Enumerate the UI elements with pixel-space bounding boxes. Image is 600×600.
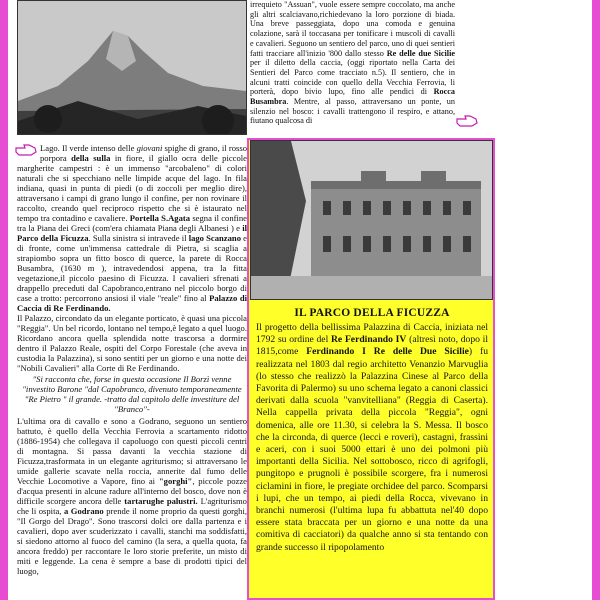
- mountain-photo: [17, 0, 247, 135]
- paragraph-palazzo: Il Palazzo, circondato da un elegante porticato, è quasi una piccola "Reggia". Un bel ricordo, lontano nel tempo,è legato a quel luogo. Ricordano ancora quella splendida notte trascorsa a dormire dentro il Palazzo Reale, ospiti del Corpo Forestale (che aveva in custodia la Palazzina), si sono sentiti per un giorno e una notte dei "Nobili Cavalieri" alla Corte di Re Ferdinando.: [17, 313, 247, 373]
- paragraph-godrano: L'ultima ora di cavallo e sono a Godrano, seguono un sentiero battuto, è quello della Vecchia Ferrovia a scartamento ridotto (1886-1954) che collegava il capoluogo con questi piccoli centri di montagna. Si passa davanti la vecchia stazione di Ficuzza,trasformata in un elegante agriturismo; si attraversano le umide gallerie scavate nella roccia, annerite dal fumo delle Vecchie Locomotive a Vapore, fino ai "gorghi", piccole pozze d'acqua presenti in alcune radure all'interno del bosco, dove non è difficile scorgere ancora delle tartarughe palustri. L'agriturismo che li ospita, a Godrano prende il nome proprio da questi gorghi, "Il Gorgo del Drago". Sono trascorsi dolci ore dalla partenza e i cavalieri, dopo aver scuderizzato i cavalli, stanchi ma soddisfatti, si siedono attorno al fuoco del camino (la sera, a quella quota, fa ancora freddo) per raccontare le loro storie preferite, un misto di miti e leggende. La cena è sempre a base di prodotti tipici del luogo,: [17, 416, 248, 576]
- pointing-hand-icon: [15, 143, 37, 157]
- box-text: Il progetto della bellissima Palazzina di Caccia, iniziata nel 1792 su ordine del Re Ferdinando IV (altresì noto, dopo il 1815,come Ferdinando I Re delle Due Sicilie) fu realizzata nel 1803 dal regio architetto Venanzio Marvuglia (lo stesso che realizzò la Palazzina Cinese al Parco della Favorita di Palermo) su uno schema legato a canoni classici derivati dalla scuola "vanvitelliana" (Reggia di Caserta). Nella cappella privata della piccola "Reggia", ogni domenica, alle ore 11.30, si celebra la S. Messa. Il bosco che la circonda, di querce (lecci e roveri), castagni, frassini e aceri, con i suoi 5000 ettari è uno dei polmoni più importanti della Sicilia. Nel sottobosco, ricco di agrifogli, pungitopo e prugnoli è possibile scorgere, fra i numerosi ciclamini in fiore, le pregiate orchidee del parco. Scomparsi i lupi, che un tempo, ai piedi della Rocca, vivevano in branchi numerosi (l'ultima lupa fu abbattuta nel'40 dopo essere stata braccata per un giorno e una notte da una comitiva di cacciatori) da qualche anno si sta tentando con grande successo il ripopolamento: [256, 322, 489, 553]
- paragraph-lago: Lago. Il verde intenso delle giovani spighe di grano, il rosso porpora della sulla in fiore, il giallo ocra delle piccole margherite campestri : è un immenso "arcobaleno" di colori naturali che si specchiano nelle limpide acque del lago. In fila indiana, quasi in punta di piedi (o di zoccoli per meglio dire), attraversano i campi di grano lungo il confine, per non rovinare il raccolto, creando quel reciproco rispetto che si è istaurato nel tempo tra contadino e cavaliere. Portella S.Agata segna il confine tra la Piana dei Greci (com'era chiamata Piana degli Albanesi ) e il Parco della Ficuzza. Sulla sinistra si intravede il lago Scanzano e di fronte, come un'immensa cattedrale di Pietra, si scaglia a strapiombo sopra un fitto bosco di querce, la parete di Rocca Busambra, (1630 m ), intravedendosi appena, tra la fitta vegetazione,il piccolo paesino di Ficuzza. I cavalieri sfrenati a drappello preceduti dal Capobranco,entrano nel piccolo borgo di case a trotto: percorrono ansiosi il viale "reale" fino al Palazzo di Caccia di Re Ferdinando.: [17, 143, 247, 313]
- left-article-column: [17, 143, 247, 576]
- pointing-hand-icon: [456, 114, 478, 128]
- quote-investitura: "Si racconta che, forse in questa occasione Il Borzì venne "investito Barone "dal Capobranco, divenuto temporaneamente "Re Pietro " il grande. -tratto dal capitolo delle investiture del "Branco"-: [22, 374, 242, 414]
- box-title: IL PARCO DELLA FICUZZA: [294, 307, 450, 319]
- palazzina-photo: [250, 140, 493, 300]
- top-right-text: irrequieto "Assuan", vuole essere sempre coccolato, ma anche gli altri scalciavano,richiedevano la loro porzione di biada. Una breve passeggiata, dopo una comoda e genuina colazione, sarà il toccasana per tonificare i muscoli di cavalli e cavalieri. Seguono un sentiero del parco, uno di quei sentieri fatti tracciare all'inizio '800 dallo stesso Re delle due Sicilie per il diletto della caccia, (oggi riportato nella Carta dei Sentieri del Parco come tracciato n.5). Il sentiero, che in alcuni tratti coincide con quello della Vecchia Ferrovia, li porterà, dopo bivio lupo, fino alle pendici di Rocca Busambra. Mentre, al passo, attraversano un ponte, un silenzio nel bosco: i cavalli trattengono il respiro, e attano, fiutano qualcosa di: [250, 0, 455, 126]
